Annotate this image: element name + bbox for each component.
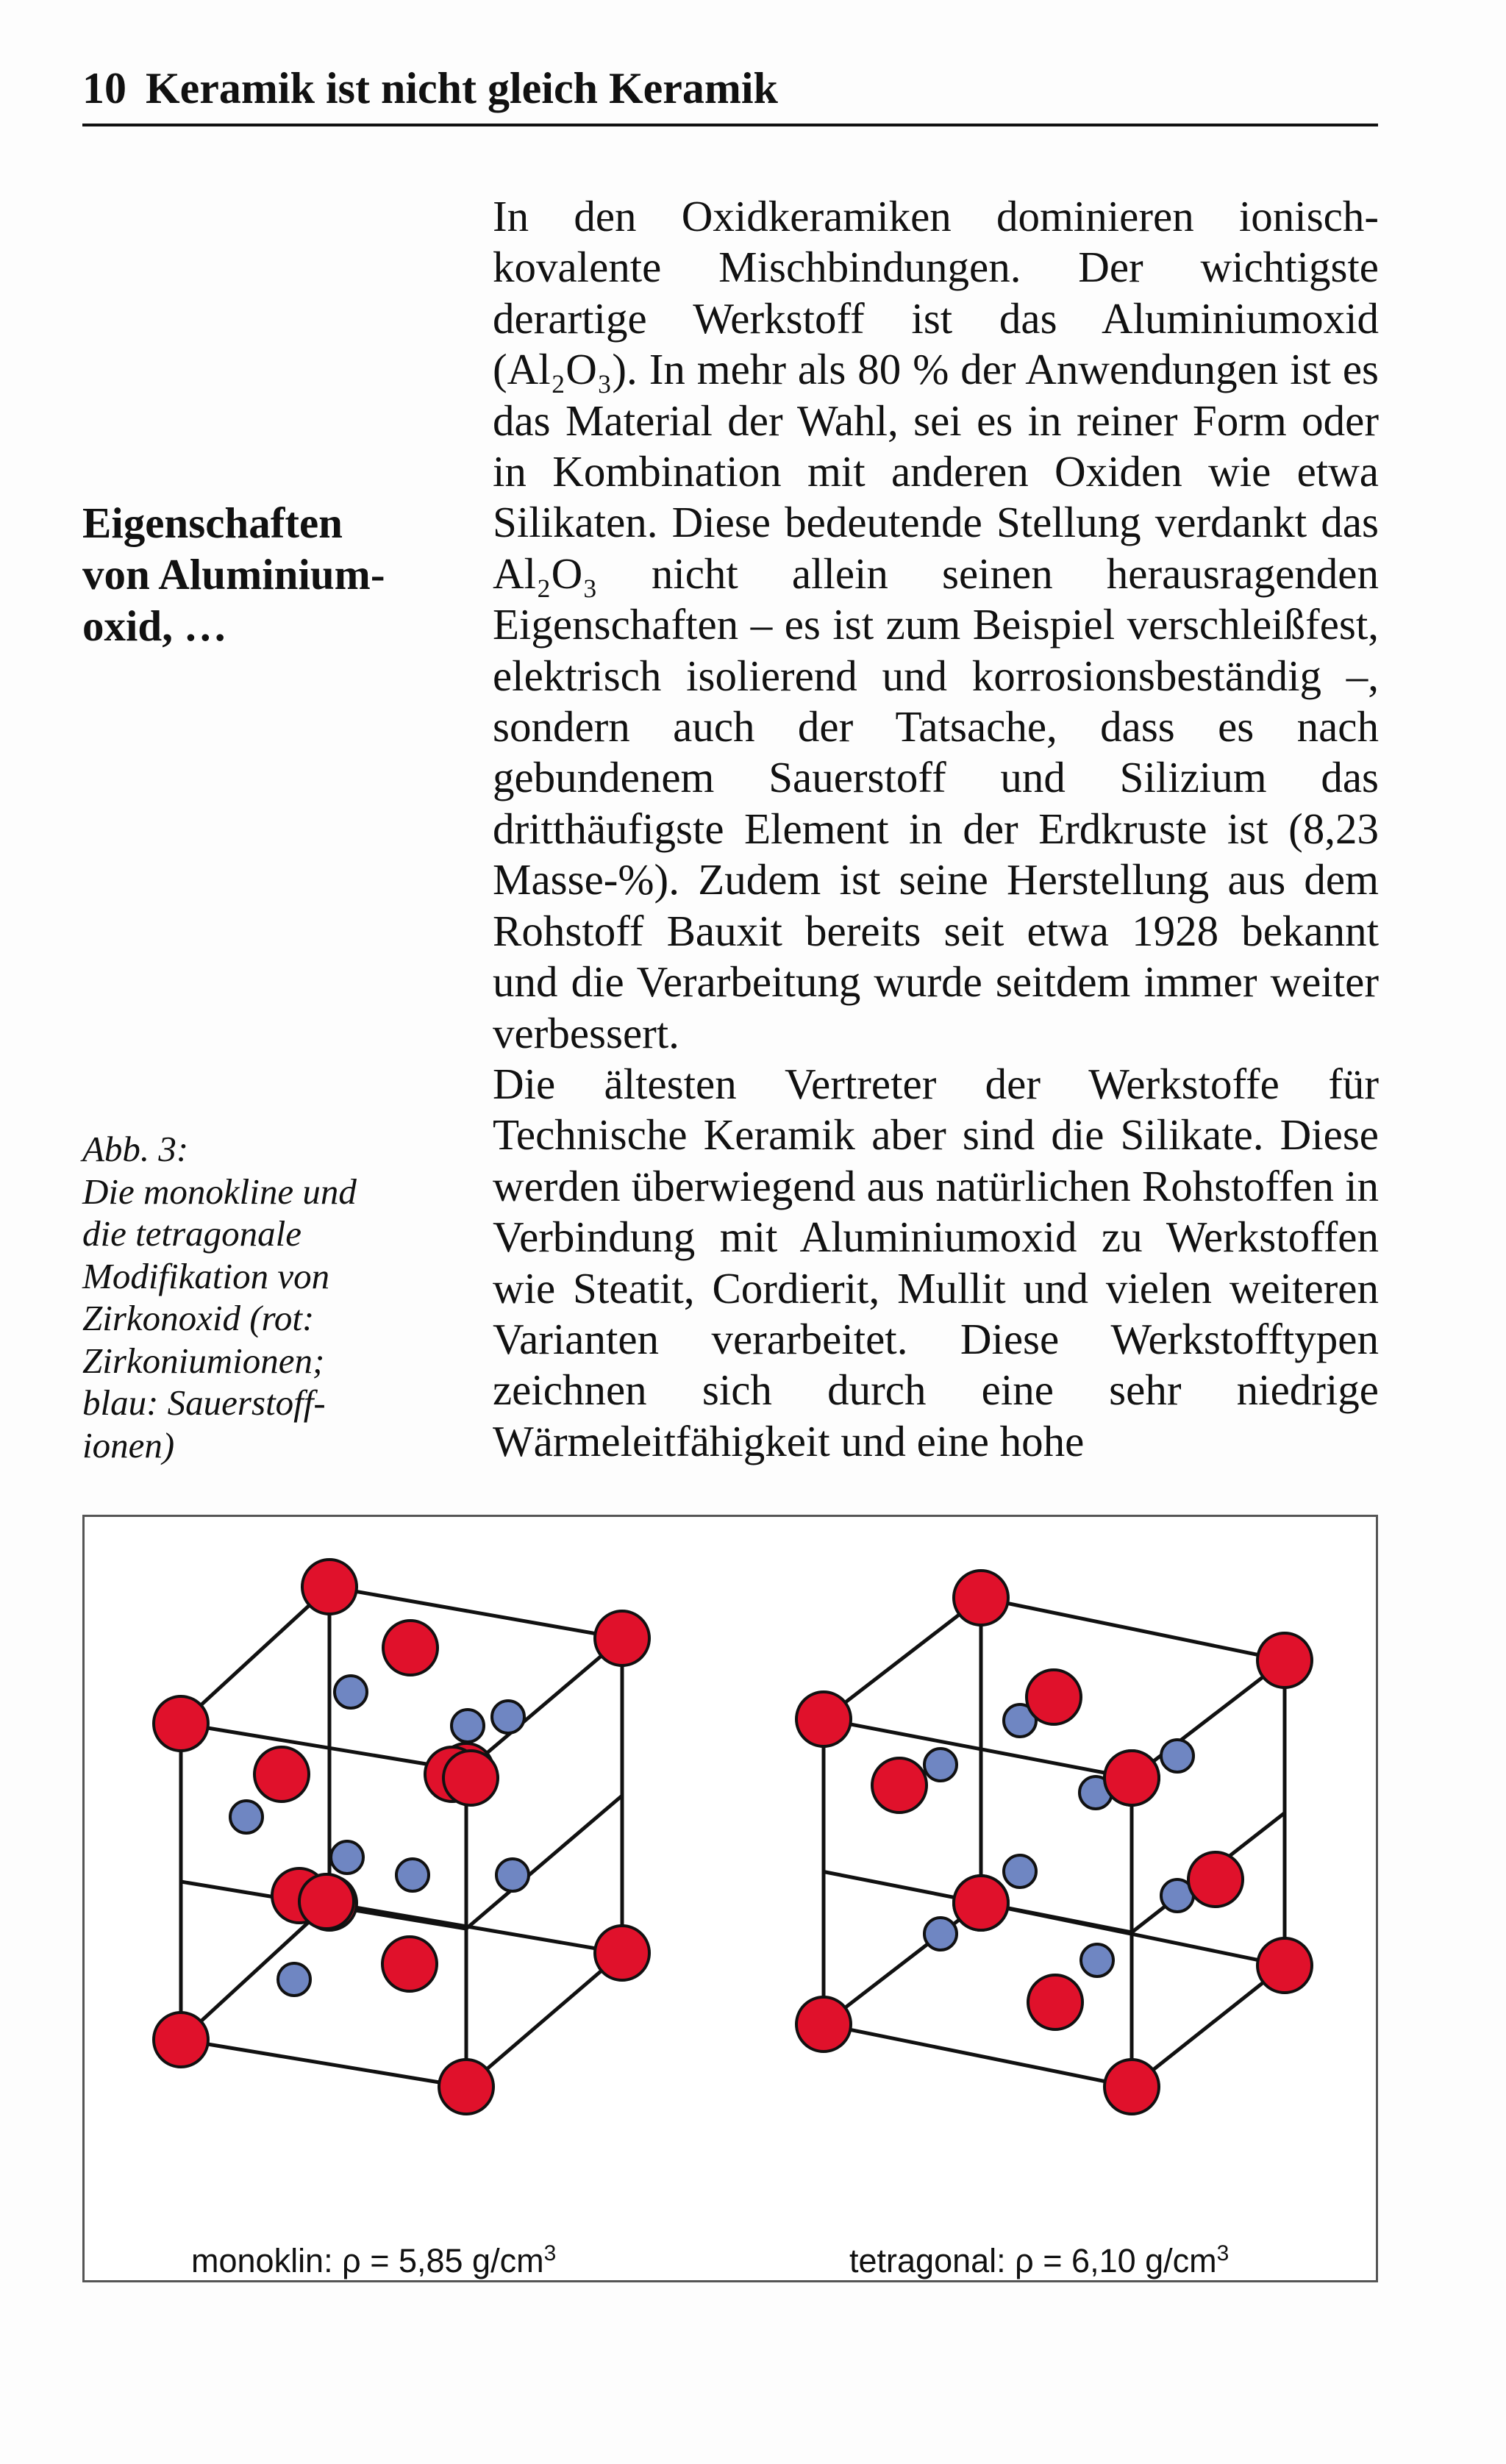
oxygen-ion [1081,1944,1113,1976]
figure-caption [82,1128,465,1466]
zirconium-ion [302,1560,357,1614]
cell-edge [824,1598,981,1719]
zirconium-ion [154,2013,208,2067]
oxygen-ion [1161,1740,1193,1772]
caption-line: Zirkoniumionen; [82,1340,325,1381]
cell-edge [824,2024,1132,2087]
oxygen-ion [331,1841,363,1874]
cell-edge [824,1903,981,2024]
running-header [82,66,1378,126]
oxygen-ion [335,1676,367,1708]
caption-line: Abb. 3: [82,1129,189,1169]
zirconium-ion [1257,1938,1312,1993]
oxygen-ion [924,1749,957,1781]
running-title: Keramik ist nicht gleich Keramik [146,64,778,113]
cell-edge [466,1953,622,2087]
zirconium-ion [595,1926,649,1980]
zirconium-ion [443,1751,498,1805]
zirconium-ion [154,1696,208,1751]
zirconium-ion [382,1937,437,1991]
margin-heading-line: von Aluminium- [82,550,385,599]
cell-edge [181,2040,466,2087]
oxygen-ion [492,1701,524,1733]
zirconium-ion [595,1611,649,1665]
caption-line: Modifikation von [82,1255,330,1296]
zirconium-ion [1188,1852,1243,1907]
caption-line: ionen) [82,1424,175,1465]
zirconium-ion [954,1876,1008,1930]
margin-heading-line: oxid, … [82,601,227,650]
caption-line: Zirkonoxid (rot: [82,1298,315,1338]
zirconium-ion [1104,1751,1159,1805]
zirconium-ion [1257,1633,1312,1688]
zirconium-ion [872,1758,927,1813]
zirconium-ion [796,1997,851,2051]
zirconium-ion [439,2060,493,2114]
caption-line: blau: Sauerstoff- [82,1382,326,1423]
zirconium-ion [954,1571,1008,1625]
oxygen-ion [452,1710,484,1742]
margin-heading-line: Eigenschaften [82,499,343,547]
oxygen-ion [1004,1855,1036,1888]
zirconium-ion [1028,1975,1082,2029]
cell-edge [1132,1660,1285,1778]
caption-line: die tetragonale [82,1213,302,1254]
tetragonal-label: tetragonal: ρ = 6,10 $g/cm^3$ [849,2241,1230,2279]
zirconia-figure [82,1515,1378,2282]
cell-edge [329,1903,622,1953]
caption-line: Die monokline und [82,1171,357,1212]
oxygen-ion [924,1918,957,1950]
cell-edge [981,1598,1285,1660]
oxygen-ion [230,1801,263,1833]
zirconium-ion [1104,2060,1159,2114]
cell-edge [1132,1965,1285,2087]
paragraph: Die ältesten Vertreter der Werkstoffe für Technische Keramik aber sind die Silikate. Diese werden überwiegend aus natürlichen Rohstoffen in Verbindung mit Aluminiumoxid zu Werkstoffen wie Steatit, Cordierit, Mullit und vielen weiteren Varianten verarbeitet. Diese Werkstofftypen zeichnen sich durch eine sehr niedrige Wärmeleitfähigkeit und eine hohe [493,1059,1379,1465]
paragraph: In den Oxidkeramiken dominieren ionisch-kovalente Mischbindungen. Der wichtigste derartige Werkstoff ist das Aluminiumoxid (Al₂O₃). In mehr als 80 % der Anwendungen ist es das Material der Wahl, sei es in reiner Form oder in Kombination mit anderen Oxiden wie etwa Silikaten. Diese bedeutende Stellung verdankt das Al₂O₃ nicht allein seinen herausragenden Eigenschaften – es ist zum Beispiel verschleißfest, elektrisch isolierend und korrosionsbeständig –, sondern auch der Tatsache, dass es nach gebundenem Sauerstoff und Silizium das dritthäufigste Element in der Erdkruste ist (8,23 Masse-%). Zudem ist seine Herstellung aus dem Rohstoff Bauxit bereits seit etwa 1928 bekannt und die Verarbeitung wurde seitdem immer weiter verbessert. [493,192,1379,1057]
oxygen-ion [496,1859,529,1891]
oxygen-ion [396,1859,429,1891]
margin-heading [82,497,465,651]
page-number: 10 [82,64,126,113]
cell-edge [181,1724,466,1771]
cell-edge [181,1587,329,1724]
oxygen-ion [278,1963,310,1996]
zirconium-ion [1027,1670,1081,1724]
zirconium-ion [796,1692,851,1746]
zirconium-ion [299,1874,354,1929]
cell-edge [466,1638,622,1771]
body-text [493,191,1379,1467]
crystal-structures [85,1517,1376,2280]
cell-edge [824,1719,1132,1778]
zirconium-ion [254,1747,309,1801]
cell-mid-edge [466,1796,622,1929]
cell-edge [329,1587,622,1638]
zirconium-ion [383,1621,438,1675]
monoclinic-label: monoklin: ρ = 5,85 $g/cm^3$ [191,2241,557,2279]
